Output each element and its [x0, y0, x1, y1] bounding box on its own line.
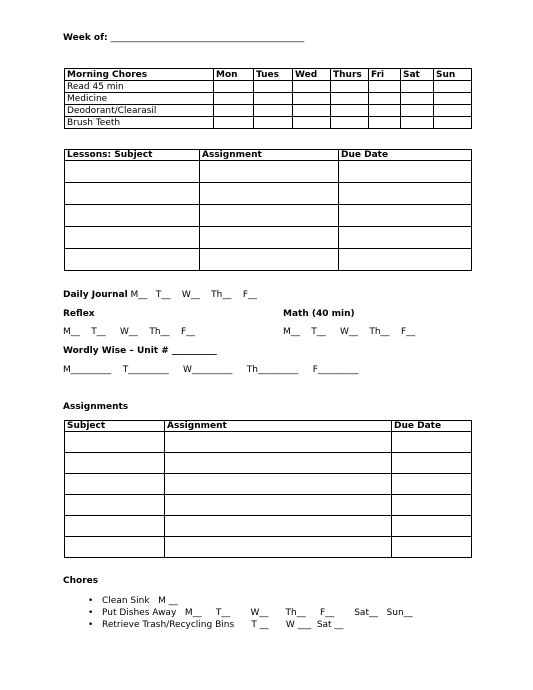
- header-mon: Mon: [214, 69, 254, 81]
- chore-cell[interactable]: [293, 81, 331, 93]
- morning-chores-table: [64, 68, 472, 129]
- header-sat: Sat: [401, 69, 434, 81]
- header-thurs: Thurs: [331, 69, 369, 81]
- header-due-date: Due Date: [339, 150, 472, 161]
- morning-chores-header-row: [65, 69, 472, 81]
- assignment-due-date-cell[interactable]: [392, 432, 472, 453]
- assignment-subject-cell[interactable]: [65, 453, 165, 474]
- math-days: M__ T__ W__ Th__ F__: [283, 327, 416, 337]
- table-row: [65, 205, 472, 227]
- chore-text: Clean Sink M __: [102, 596, 178, 606]
- lesson-subject-cell[interactable]: [65, 227, 200, 249]
- chore-label: Medicine: [65, 93, 214, 105]
- assignment-due-date-cell[interactable]: [392, 537, 472, 558]
- chore-cell[interactable]: [401, 117, 434, 129]
- header-due-date: Due Date: [392, 421, 472, 432]
- table-row: [65, 81, 472, 93]
- chore-cell[interactable]: [401, 93, 434, 105]
- lesson-subject-cell[interactable]: [65, 249, 200, 271]
- table-row: [65, 183, 472, 205]
- bullet-icon: •: [88, 608, 94, 618]
- assignment-subject-cell[interactable]: [65, 537, 165, 558]
- assignment-cell[interactable]: [165, 453, 392, 474]
- lesson-subject-cell[interactable]: [65, 161, 200, 183]
- chore-cell[interactable]: [254, 93, 293, 105]
- assignments-table: [64, 420, 472, 558]
- assignment-subject-cell[interactable]: [65, 495, 165, 516]
- assignment-subject-cell[interactable]: [65, 474, 165, 495]
- assignment-due-date-cell[interactable]: [392, 516, 472, 537]
- reflex-label: Reflex: [63, 309, 95, 319]
- lesson-assignment-cell[interactable]: [200, 227, 339, 249]
- lessons-table: [64, 149, 472, 271]
- lesson-due-date-cell[interactable]: [339, 249, 472, 271]
- chore-cell[interactable]: [434, 93, 472, 105]
- chore-cell[interactable]: [369, 105, 401, 117]
- header-morning-chores: Morning Chores: [65, 69, 214, 81]
- reflex-days: M__ T__ W__ Th__ F__: [63, 327, 196, 337]
- header-assignment: Assignment: [200, 150, 339, 161]
- chore-label: Read 45 min: [65, 81, 214, 93]
- chore-cell[interactable]: [254, 117, 293, 129]
- chore-cell[interactable]: [254, 81, 293, 93]
- table-row: [65, 495, 472, 516]
- assignment-subject-cell[interactable]: [65, 516, 165, 537]
- assignment-due-date-cell[interactable]: [392, 474, 472, 495]
- header-subject: Subject: [65, 421, 165, 432]
- assignment-cell[interactable]: [165, 516, 392, 537]
- table-row: [65, 453, 472, 474]
- table-row: [65, 93, 472, 105]
- chore-cell[interactable]: [293, 93, 331, 105]
- table-row: [65, 249, 472, 271]
- daily-journal-line: [63, 290, 257, 300]
- assignment-subject-cell[interactable]: [65, 432, 165, 453]
- table-row: [65, 432, 472, 453]
- chore-cell[interactable]: [293, 105, 331, 117]
- chore-cell[interactable]: [214, 93, 254, 105]
- assignment-cell[interactable]: [165, 495, 392, 516]
- chore-cell[interactable]: [434, 81, 472, 93]
- table-row: [65, 537, 472, 558]
- assignments-title: Assignments: [63, 402, 129, 412]
- header-wed: Wed: [293, 69, 331, 81]
- chore-cell[interactable]: [254, 105, 293, 117]
- week-of-line: ___________________________________________: [110, 33, 305, 43]
- lesson-subject-cell[interactable]: [65, 183, 200, 205]
- math-label: Math (40 min): [283, 309, 355, 319]
- chore-cell[interactable]: [434, 117, 472, 129]
- chore-cell[interactable]: [369, 117, 401, 129]
- header-fri: Fri: [369, 69, 401, 81]
- lesson-assignment-cell[interactable]: [200, 249, 339, 271]
- header-lessons-subject: Lessons: Subject: [65, 150, 200, 161]
- wordly-wise-label: Wordly Wise – Unit # __________: [63, 346, 217, 356]
- assignment-due-date-cell[interactable]: [392, 495, 472, 516]
- bullet-icon: •: [88, 620, 94, 630]
- chore-cell[interactable]: [434, 105, 472, 117]
- header-tues: Tues: [254, 69, 293, 81]
- lesson-due-date-cell[interactable]: [339, 205, 472, 227]
- lesson-subject-cell[interactable]: [65, 205, 200, 227]
- daily-journal-label: Daily Journal: [63, 290, 128, 300]
- table-row: [65, 474, 472, 495]
- chore-cell[interactable]: [214, 117, 254, 129]
- wordly-wise-days: M_________ T_________ W_________ Th_________ F_________: [63, 365, 359, 375]
- assignments-header-row: [65, 421, 472, 432]
- chore-cell[interactable]: [369, 93, 401, 105]
- bullet-icon: •: [88, 596, 94, 606]
- chore-text: Retrieve Trash/Recycling Bins T __ W ___ Sat __: [102, 620, 344, 630]
- table-row: [65, 161, 472, 183]
- table-row: [65, 105, 472, 117]
- chore-cell[interactable]: [214, 81, 254, 93]
- assignment-due-date-cell[interactable]: [392, 453, 472, 474]
- lesson-due-date-cell[interactable]: [339, 227, 472, 249]
- chore-cell[interactable]: [401, 105, 434, 117]
- lesson-due-date-cell[interactable]: [339, 183, 472, 205]
- chore-cell[interactable]: [369, 81, 401, 93]
- daily-journal-days: M__ T__ W__ Th__ F__: [130, 290, 257, 300]
- list-item: [88, 607, 413, 619]
- lessons-header-row: [65, 150, 472, 161]
- chore-cell[interactable]: [214, 105, 254, 117]
- chores-title: Chores: [63, 576, 99, 586]
- chore-cell[interactable]: [331, 93, 369, 105]
- chore-label: Deodorant/Clearasil: [65, 105, 214, 117]
- table-row: [65, 516, 472, 537]
- lesson-due-date-cell[interactable]: [339, 161, 472, 183]
- chore-text: Put Dishes Away M__ T__ W__ Th__ F__ Sat__ Sun__: [102, 608, 413, 618]
- assignment-cell[interactable]: [165, 432, 392, 453]
- list-item: [88, 619, 413, 631]
- lesson-assignment-cell[interactable]: [200, 205, 339, 227]
- chore-label: Brush Teeth: [65, 117, 214, 129]
- header-sun: Sun: [434, 69, 472, 81]
- table-row: [65, 117, 472, 129]
- chore-cell[interactable]: [401, 81, 434, 93]
- assignment-cell[interactable]: [165, 537, 392, 558]
- header-assignment: Assignment: [165, 421, 392, 432]
- table-row: [65, 227, 472, 249]
- lesson-assignment-cell[interactable]: [200, 161, 339, 183]
- chore-cell[interactable]: [331, 117, 369, 129]
- week-of-label: Week of: ___________________________________________: [63, 33, 305, 43]
- chore-cell[interactable]: [293, 117, 331, 129]
- chore-cell[interactable]: [331, 81, 369, 93]
- assignment-cell[interactable]: [165, 474, 392, 495]
- lesson-assignment-cell[interactable]: [200, 183, 339, 205]
- chores-list: [88, 595, 413, 631]
- list-item: [88, 595, 413, 607]
- chore-cell[interactable]: [331, 105, 369, 117]
